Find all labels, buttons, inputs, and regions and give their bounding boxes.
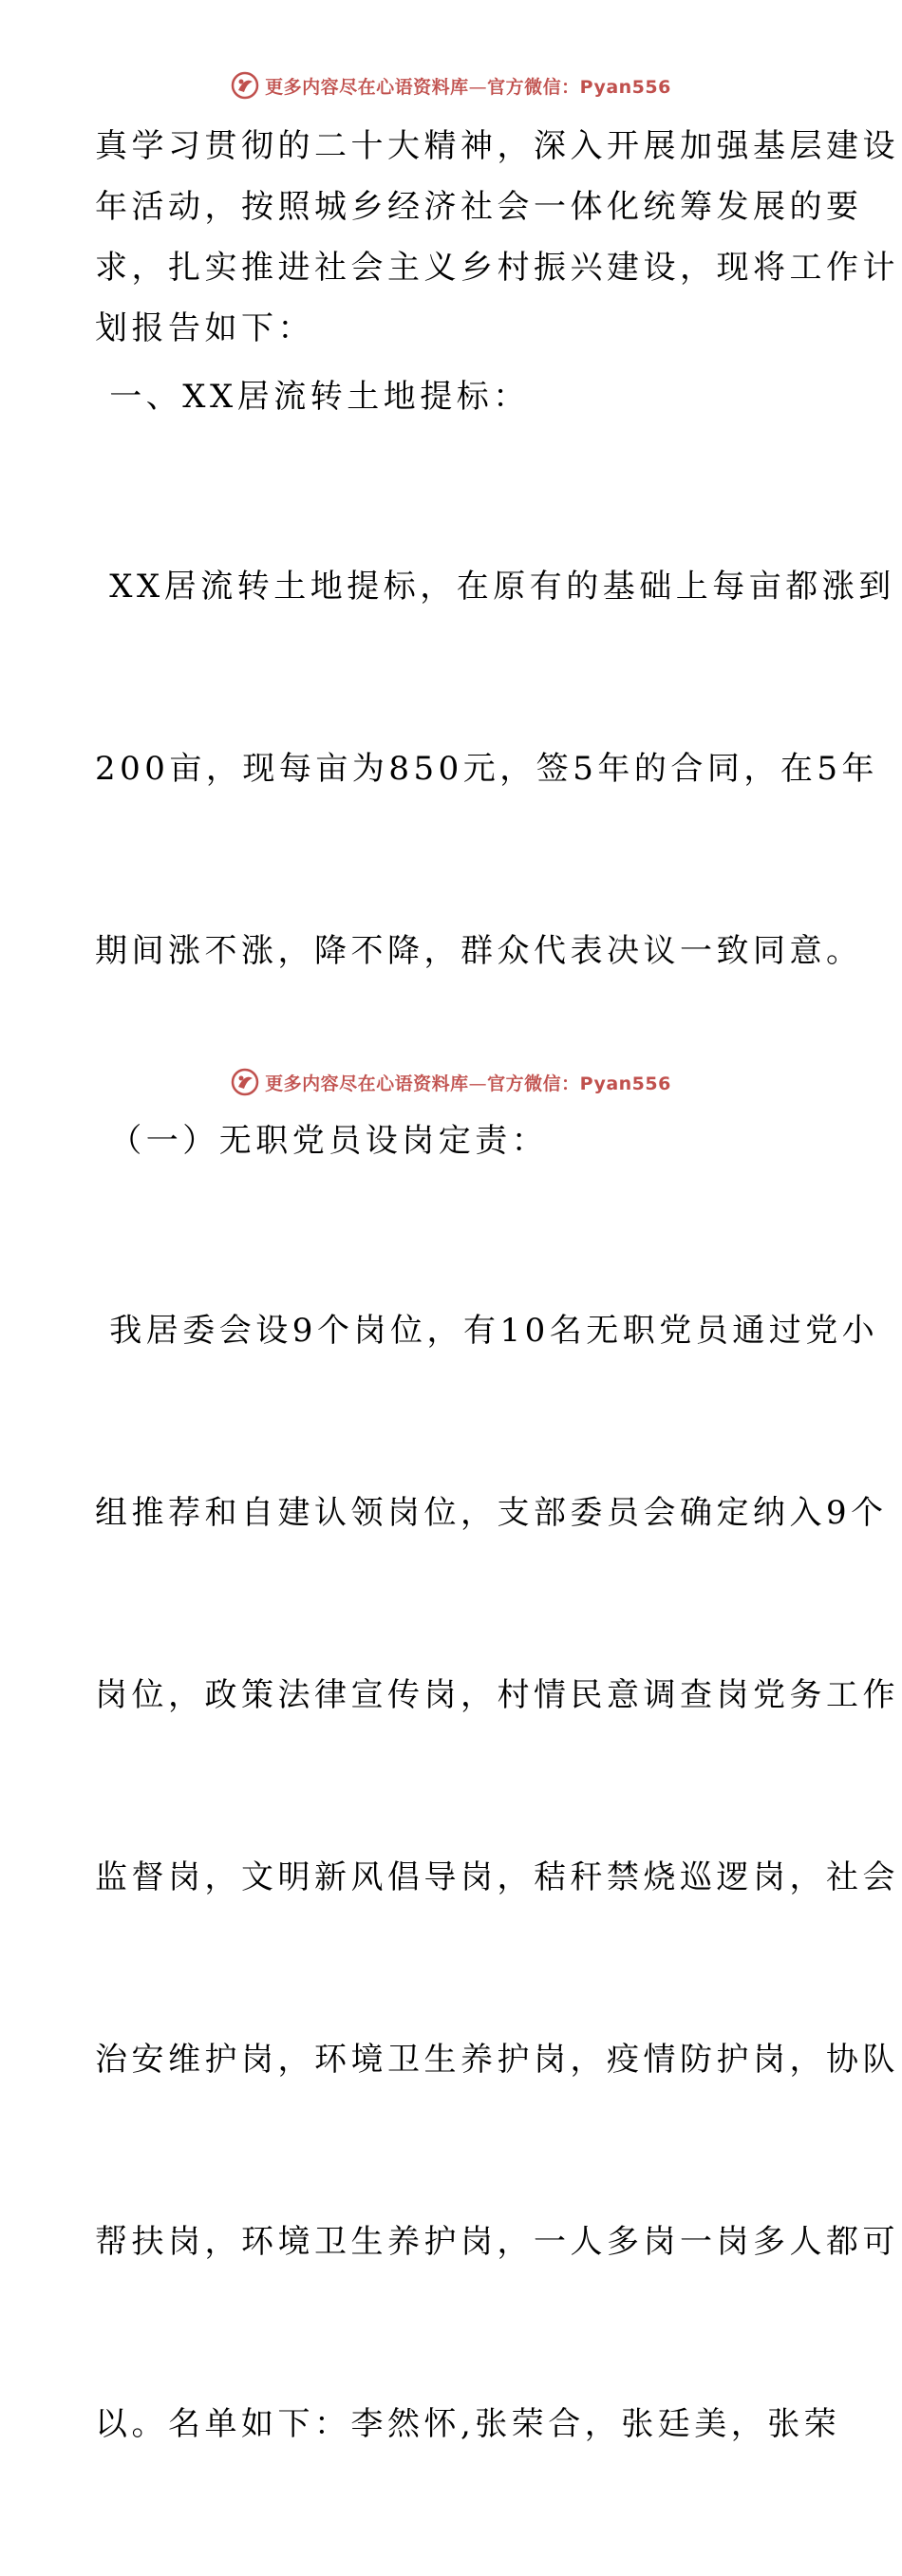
banner-text (265, 73, 671, 99)
text-line: 真学习贯彻的二十大精神，深入开展加强基层建设 (95, 127, 899, 165)
text-line: 以。名单如下：李然怀,张荣合，张廷美，张荣 (95, 2405, 841, 2443)
logo-icon (231, 1068, 259, 1096)
banner-dash: — (468, 1073, 488, 1094)
text-line: 求，扎实推进社会主义乡村振兴建设，现将工作计 (95, 249, 899, 287)
banner-title: 更多内容尽在心语资料库 (265, 76, 469, 98)
text-line: 组推荐和自建认领岗位，支部委员会确定纳入9个 (95, 1494, 888, 1532)
banner-dash: — (468, 76, 488, 98)
text-line: 200亩，现每亩为850元，签5年的合同，在5年 (95, 750, 879, 788)
banner-wechat: 官方微信：Pyan556 (487, 1073, 671, 1094)
banner-title: 更多内容尽在心语资料库 (265, 1073, 469, 1094)
section-heading: 一、XX居流转土地提标： (95, 378, 530, 416)
text-line: 年活动，按照城乡经济社会一体化统筹发展的要 (95, 188, 863, 226)
intro-paragraph (95, 116, 899, 359)
text-line: 期间涨不涨，降不降，群众代表决议一致同意。 (95, 932, 863, 970)
header-banner (0, 66, 902, 104)
text-line: 划报告如下： (95, 309, 314, 347)
logo-icon (231, 71, 259, 100)
text-line: 岗位，政策法律宣传岗，村情民意调查岗党务工作 (95, 1676, 899, 1714)
text-line: 治安维护岗，环境卫生养护岗，疫情防护岗，协队 (95, 2041, 899, 2079)
text-line: XX居流转土地提标，在原有的基础上每亩都涨到 (95, 568, 895, 606)
banner-wechat: 官方微信：Pyan556 (487, 76, 671, 98)
text-line: 我居委会设9个岗位，有10名无职党员通过党小 (95, 1312, 879, 1350)
text-line: 监督岗，文明新风倡导岗，秸秆禁烧巡逻岗，社会 (95, 1858, 899, 1896)
text-line: 帮扶岗，环境卫生养护岗，一人多岗一岗多人都可 (95, 2223, 899, 2261)
document-body (95, 116, 899, 2576)
subsection-paragraph (95, 1179, 899, 2576)
section-paragraph (95, 435, 895, 1103)
footer-banner (0, 1063, 902, 1101)
subsection-heading: （一）无职党员设岗定责： (95, 1122, 549, 1160)
banner-text (265, 1070, 671, 1095)
